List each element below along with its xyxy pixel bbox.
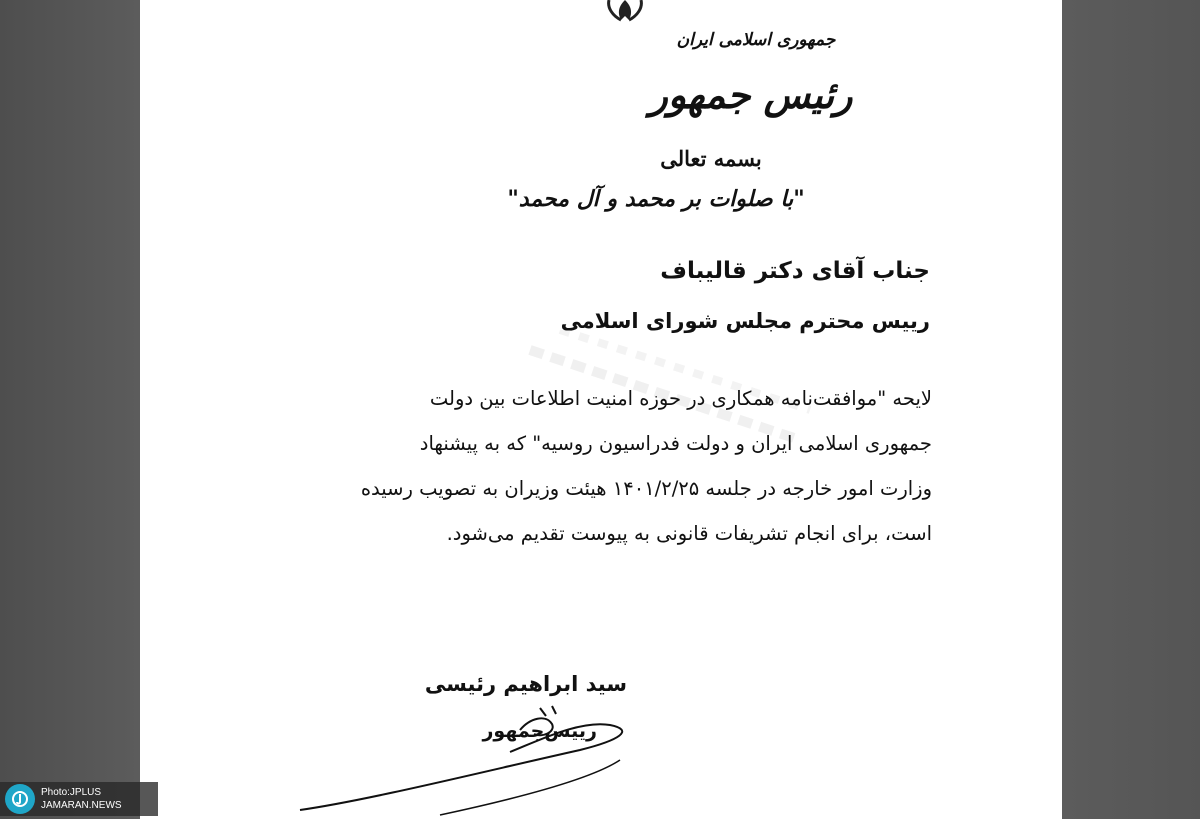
addressee-line-2: رییس محترم مجلس شورای اسلامی — [560, 309, 930, 333]
credit-line-1: Photo:JPLUS — [41, 787, 102, 798]
jamaran-logo-icon — [5, 784, 35, 814]
body-line: جمهوری اسلامی ایران و دولت فدراسیون روسیه" که به پیشنهاد — [419, 432, 932, 455]
bismillah-heading: بسمه تعالی — [660, 146, 762, 171]
viewer-left-margin — [0, 0, 140, 819]
letter-body — [272, 376, 932, 556]
document-page — [140, 0, 1062, 819]
signatory-title: رییس‌جمهور — [482, 720, 597, 742]
salavat-line: "با صلوات بر محمد و آل محمد" — [507, 186, 805, 212]
handwritten-signature — [290, 690, 670, 819]
letterhead-country: جمهوری اسلامی ایران — [676, 30, 836, 50]
credit-line-2: JAMARAN.NEWS — [41, 800, 122, 811]
letterhead-office: رئیس جمهور — [649, 72, 853, 117]
signatory-name: سید ابراهیم رئیسی — [424, 672, 627, 696]
emblem-icon — [595, 0, 655, 22]
body-line: است، برای انجام تشریفات قانونی به پیوست تقدیم می‌شود. — [446, 522, 932, 545]
photo-credit-badge — [0, 782, 158, 816]
body-line: وزارت امور خارجه در جلسه ۱۴۰۱/۲/۲۵ هیئت وزیران به تصویب رسیده — [360, 477, 932, 500]
body-line: لایحه "موافقت‌نامه همکاری در حوزه امنیت اطلاعات بین دولت — [429, 387, 932, 410]
addressee-line-1: جناب آقای دکتر قالیباف — [660, 258, 930, 284]
viewer-right-margin — [1062, 0, 1200, 819]
photo-credit-text — [41, 786, 122, 812]
